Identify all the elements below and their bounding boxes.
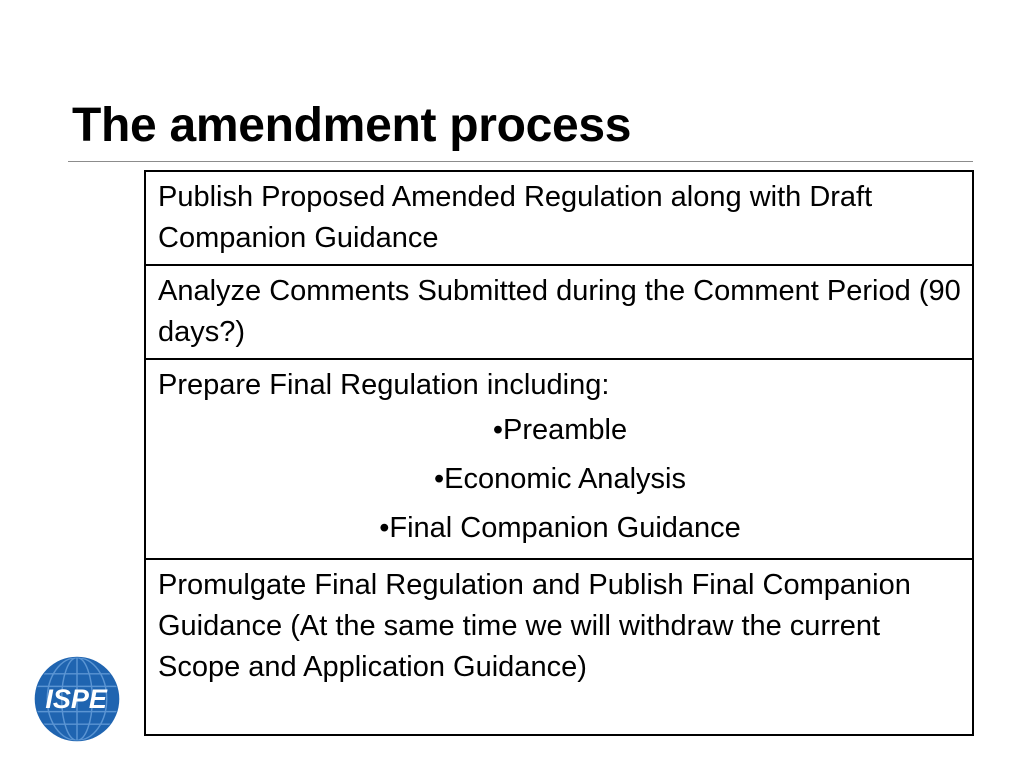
process-steps-table — [144, 170, 974, 736]
slide-title: The amendment process — [72, 99, 632, 152]
bullet-preamble: •Preamble — [492, 414, 628, 446]
step-heading: Prepare Final Regulation including: — [158, 369, 610, 401]
step-cell-promulgate: Promulgate Final Regulation and Publish Final Companion Guidance (At the same time we will withdraw the current Scope and Application Guidance) — [145, 559, 973, 735]
table-row — [145, 559, 973, 735]
ispe-globe-logo-icon — [32, 654, 122, 744]
logo-text: ISPE — [45, 684, 107, 714]
bullet-final-companion-guidance: •Final Companion Guidance — [379, 512, 741, 544]
step-cell-publish-proposed: Publish Proposed Amended Regulation along with Draft Companion Guidance — [145, 171, 973, 265]
step-cell-prepare-final — [145, 359, 973, 559]
table-row — [145, 359, 973, 559]
bullet-economic-analysis: •Economic Analysis — [434, 463, 686, 495]
title-divider — [68, 161, 973, 162]
step-cell-analyze-comments: Analyze Comments Submitted during the Comment Period (90 days?) — [145, 265, 973, 359]
table-row — [145, 265, 973, 359]
table-row — [145, 171, 973, 265]
